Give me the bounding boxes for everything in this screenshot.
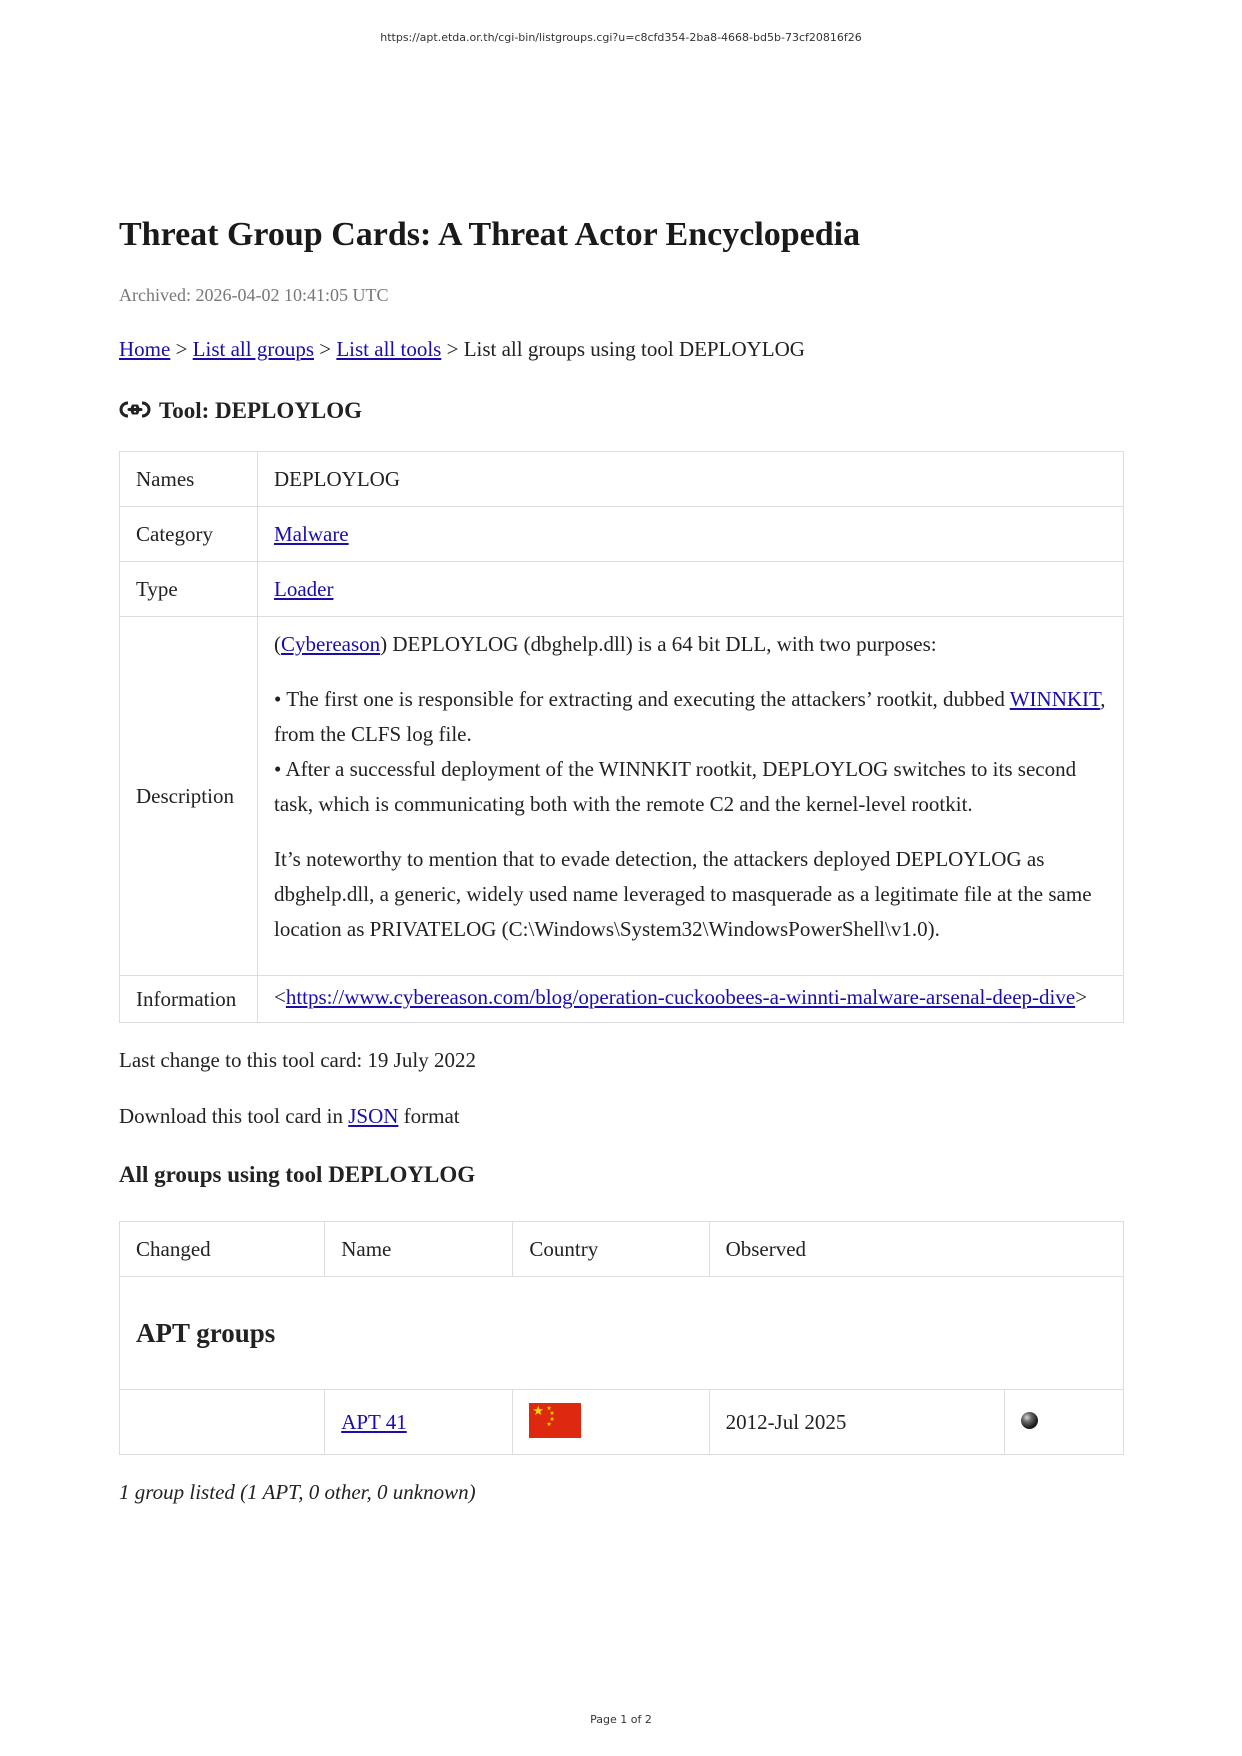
category-value: [258, 507, 1124, 562]
breadcrumb-home-link[interactable]: Home: [119, 337, 171, 361]
description-intro: (Cybereason) DEPLOYLOG (dbghelp.dll) is a 64 bit DLL, with two purposes:: [274, 632, 937, 656]
row-changed: [120, 1390, 325, 1455]
type-value: [258, 562, 1124, 617]
description-value: [258, 617, 1124, 976]
row-country: [513, 1390, 709, 1455]
tool-row-names: [120, 452, 1124, 507]
type-link[interactable]: Loader: [274, 576, 334, 601]
groups-table: [119, 1221, 1124, 1455]
tool-row-description: [120, 617, 1124, 976]
column-header-changed: Changed: [120, 1222, 325, 1277]
information-value: <https://www.cybereason.com/blog/operation-cuckoobees-a-winnti-malware-arsenal-deep-dive>: [258, 976, 1124, 1023]
print-header-url: https://apt.etda.or.th/cgi-bin/listgroups.cgi?u=c8cfd354-2ba8-4668-bd5b-73cf20816f26: [380, 31, 862, 44]
column-header-country: Country: [513, 1222, 709, 1277]
black-ball-icon: [1021, 1412, 1038, 1429]
json-download-link[interactable]: JSON: [348, 1104, 399, 1128]
last-change-text: Last change to this tool card: 19 July 2022: [119, 1048, 476, 1072]
tool-row-category: [120, 507, 1124, 562]
table-row: [120, 1390, 1124, 1455]
tool-details-table: [119, 451, 1124, 1023]
information-url-link[interactable]: https://www.cybereason.com/blog/operation-cuckoobees-a-winnti-malware-arsenal-deep-dive: [285, 985, 1076, 1009]
row-observed: 2012-Jul 2025: [709, 1390, 1004, 1455]
tool-heading: [119, 395, 1124, 427]
information-label: Information: [120, 976, 258, 1023]
breadcrumb-separator: >: [170, 337, 193, 361]
breadcrumb-separator: >: [441, 337, 464, 361]
breadcrumb-list-groups-link[interactable]: List all groups: [192, 337, 314, 361]
page-title: Threat Group Cards: A Threat Actor Encyclopedia: [119, 216, 861, 253]
type-label: Type: [120, 562, 258, 617]
names-value: DEPLOYLOG: [258, 452, 1124, 507]
apt-groups-section-title: APT groups: [120, 1277, 1124, 1390]
row-name: [325, 1390, 513, 1455]
china-flag-icon: ★ ★ ★ ★ ★: [529, 1403, 581, 1438]
page-number: Page 1 of 2: [590, 1713, 652, 1726]
tool-heading-text: Tool: DEPLOYLOG: [159, 398, 362, 423]
breadcrumb-separator: >: [314, 337, 337, 361]
apt41-link[interactable]: APT 41: [341, 1409, 407, 1434]
names-label: Names: [120, 452, 258, 507]
description-label: Description: [120, 617, 258, 976]
groups-header-row: [120, 1222, 1124, 1277]
link-icon: [119, 401, 151, 419]
cybereason-source-link[interactable]: Cybereason: [281, 632, 381, 656]
download-text: Download this tool card in JSON format: [119, 1104, 460, 1128]
groups-heading: All groups using tool DEPLOYLOG: [119, 1162, 476, 1187]
archived-timestamp: Archived: 2026-04-02 10:41:05 UTC: [119, 285, 389, 305]
breadcrumb: [119, 334, 1124, 364]
tool-row-type: [120, 562, 1124, 617]
column-header-observed: Observed: [709, 1222, 1123, 1277]
groups-section-row: [120, 1277, 1124, 1390]
category-label: Category: [120, 507, 258, 562]
row-status: [1004, 1390, 1123, 1455]
breadcrumb-list-tools-link[interactable]: List all tools: [336, 337, 442, 361]
category-link[interactable]: Malware: [274, 521, 349, 546]
column-header-name: Name: [325, 1222, 513, 1277]
main-content: [119, 205, 1124, 1507]
groups-summary: 1 group listed (1 APT, 0 other, 0 unknown): [119, 1480, 476, 1504]
description-note: It’s noteworthy to mention that to evade detection, the attackers deployed DEPLOYLOG as dbghelp.dll, a generic, widely used name leveraged to masquerade as a legitimate file at the same location as PRIVATELOG (C:\Windows\System32\WindowsPowerShell\v1.0).: [274, 847, 1092, 941]
breadcrumb-current: List all groups using tool DEPLOYLOG: [463, 337, 805, 361]
tool-row-information: [120, 976, 1124, 1023]
winnkit-link[interactable]: WINNKIT: [1009, 687, 1101, 711]
description-bullets: • The first one is responsible for extracting and executing the attackers’ rootkit, dubbed WINNKIT, from the CLFS log file. • After a successful deployment of the WINNKIT rootkit, DEPLOYLOG switches to its second task, which is communicating both with the remote C2 and the kernel-level rootkit.: [274, 687, 1106, 816]
description-bullet-2: • After a successful deployment of the WINNKIT rootkit, DEPLOYLOG switches to its second task, which is communicating both with the remote C2 and the kernel-level rootkit.: [274, 757, 1077, 816]
